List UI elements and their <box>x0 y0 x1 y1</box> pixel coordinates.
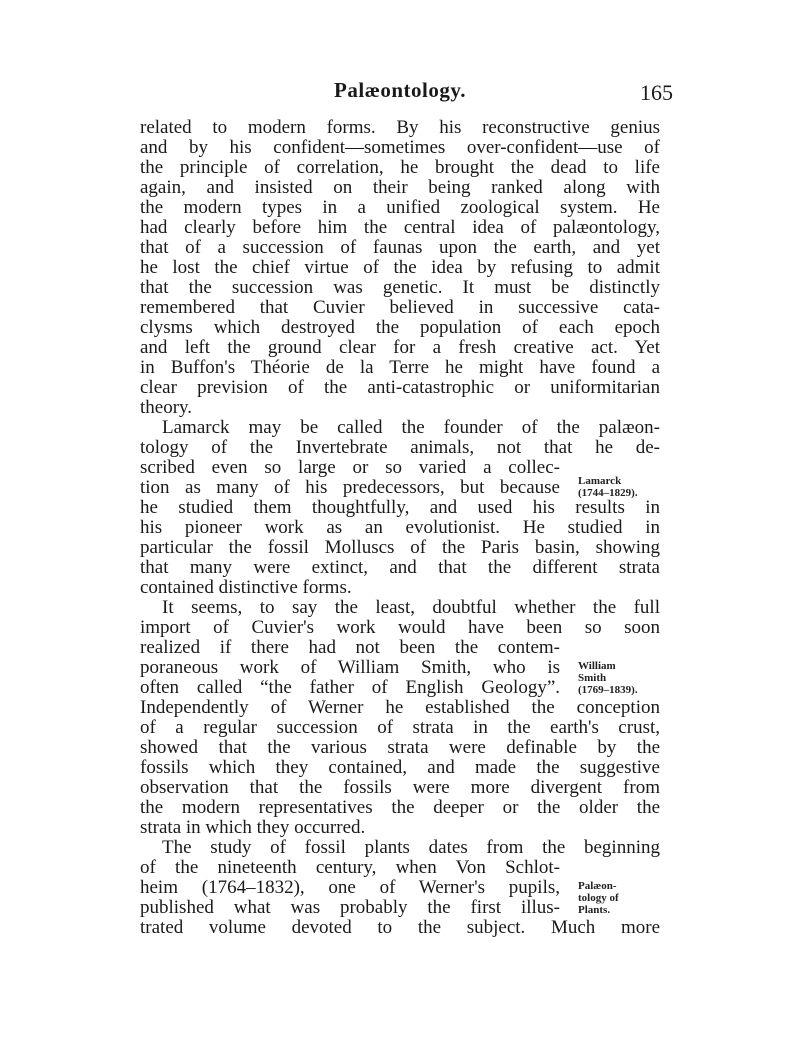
text-line: and by his confident—sometimes over-confident—use of <box>140 137 660 158</box>
text-line: fossils which they contained, and made the suggestive <box>140 757 660 778</box>
text-line: the modern representatives the deeper or the older the <box>140 797 660 818</box>
text-line: of the nineteenth century, when Von Schlot- <box>140 857 560 878</box>
running-title: Palæontology. <box>334 78 466 102</box>
sidenote-palaeontology-of-plants <box>578 880 619 916</box>
text-line: again, and insisted on their being ranked along with <box>140 177 660 198</box>
text-line: trated volume devoted to the subject. Much more <box>140 917 660 938</box>
text-line: that of a succession of faunas upon the earth, and yet <box>140 237 660 258</box>
text-line: strata in which they occurred. <box>140 817 366 838</box>
text-line: It seems, to say the least, doubtful whether the full <box>162 597 660 618</box>
text-line: the principle of correlation, he brought the dead to life <box>140 157 660 178</box>
text-line: in Buffon's Théorie de la Terre he might have found a <box>140 357 660 378</box>
sidenote-line: (1769–1839). <box>578 684 638 696</box>
text-line: of a regular succession of strata in the earth's crust, <box>140 717 660 738</box>
body-text <box>140 118 660 938</box>
page-number: 165 <box>640 80 673 105</box>
text-line: Lamarck may be called the founder of the palæon- <box>162 417 660 438</box>
text-line: tion as many of his predecessors, but because <box>140 477 560 498</box>
text-line: heim (1764–1832), one of Werner's pupils, <box>140 877 560 898</box>
text-line: the modern types in a unified zoological system. He <box>140 197 660 218</box>
text-line: clear prevision of the anti-catastrophic or uniformitarian <box>140 377 660 398</box>
text-line: Independently of Werner he established the conception <box>140 697 660 718</box>
text-line: particular the fossil Molluscs of the Paris basin, showing <box>140 537 660 558</box>
text-line: related to modern forms. By his reconstructive genius <box>140 117 660 138</box>
sidenote-line: Smith <box>578 672 607 684</box>
text-line: observation that the fossils were more divergent from <box>140 777 660 798</box>
text-line: that many were extinct, and that the different strata <box>140 557 660 578</box>
text-line: remembered that Cuvier believed in successive cata- <box>140 297 660 318</box>
sidenote-line: Plants. <box>578 904 611 916</box>
sidenote-line: Palæon- <box>578 880 617 892</box>
text-line: often called “the father of English Geology”. <box>140 677 560 698</box>
text-line: import of Cuvier's work would have been so soon <box>140 617 660 638</box>
text-line: he studied them thoughtfully, and used his results in <box>140 497 660 518</box>
sidenote-line: Lamarck <box>578 475 622 487</box>
text-line: showed that the various strata were definable by the <box>140 737 660 758</box>
text-line: realized if there had not been the contem- <box>140 637 560 658</box>
text-line: contained distinctive forms. <box>140 577 352 598</box>
sidenote-line: (1744–1829). <box>578 487 638 499</box>
sidenote-lamarck <box>578 475 638 499</box>
text-line: published what was probably the first illus- <box>140 897 560 918</box>
text-line: clysms which destroyed the population of each epoch <box>140 317 660 338</box>
text-line: tology of the Invertebrate animals, not that he de- <box>140 437 660 458</box>
text-line: had clearly before him the central idea of palæontology, <box>140 217 660 238</box>
text-line: and left the ground clear for a fresh creative act. Yet <box>140 337 660 358</box>
text-line: The study of fossil plants dates from the beginning <box>162 837 660 858</box>
text-line: scribed even so large or so varied a collec- <box>140 457 560 478</box>
text-line: that the succession was genetic. It must be distinctly <box>140 277 660 298</box>
sidenote-line: William <box>578 660 616 672</box>
text-line: he lost the chief virtue of the idea by refusing to admit <box>140 257 660 278</box>
text-line: theory. <box>140 397 193 418</box>
sidenote-william-smith <box>578 660 638 696</box>
text-line: his pioneer work as an evolutionist. He studied in <box>140 517 660 538</box>
text-line: poraneous work of William Smith, who is <box>140 657 560 678</box>
sidenote-line: tology of <box>578 892 619 904</box>
